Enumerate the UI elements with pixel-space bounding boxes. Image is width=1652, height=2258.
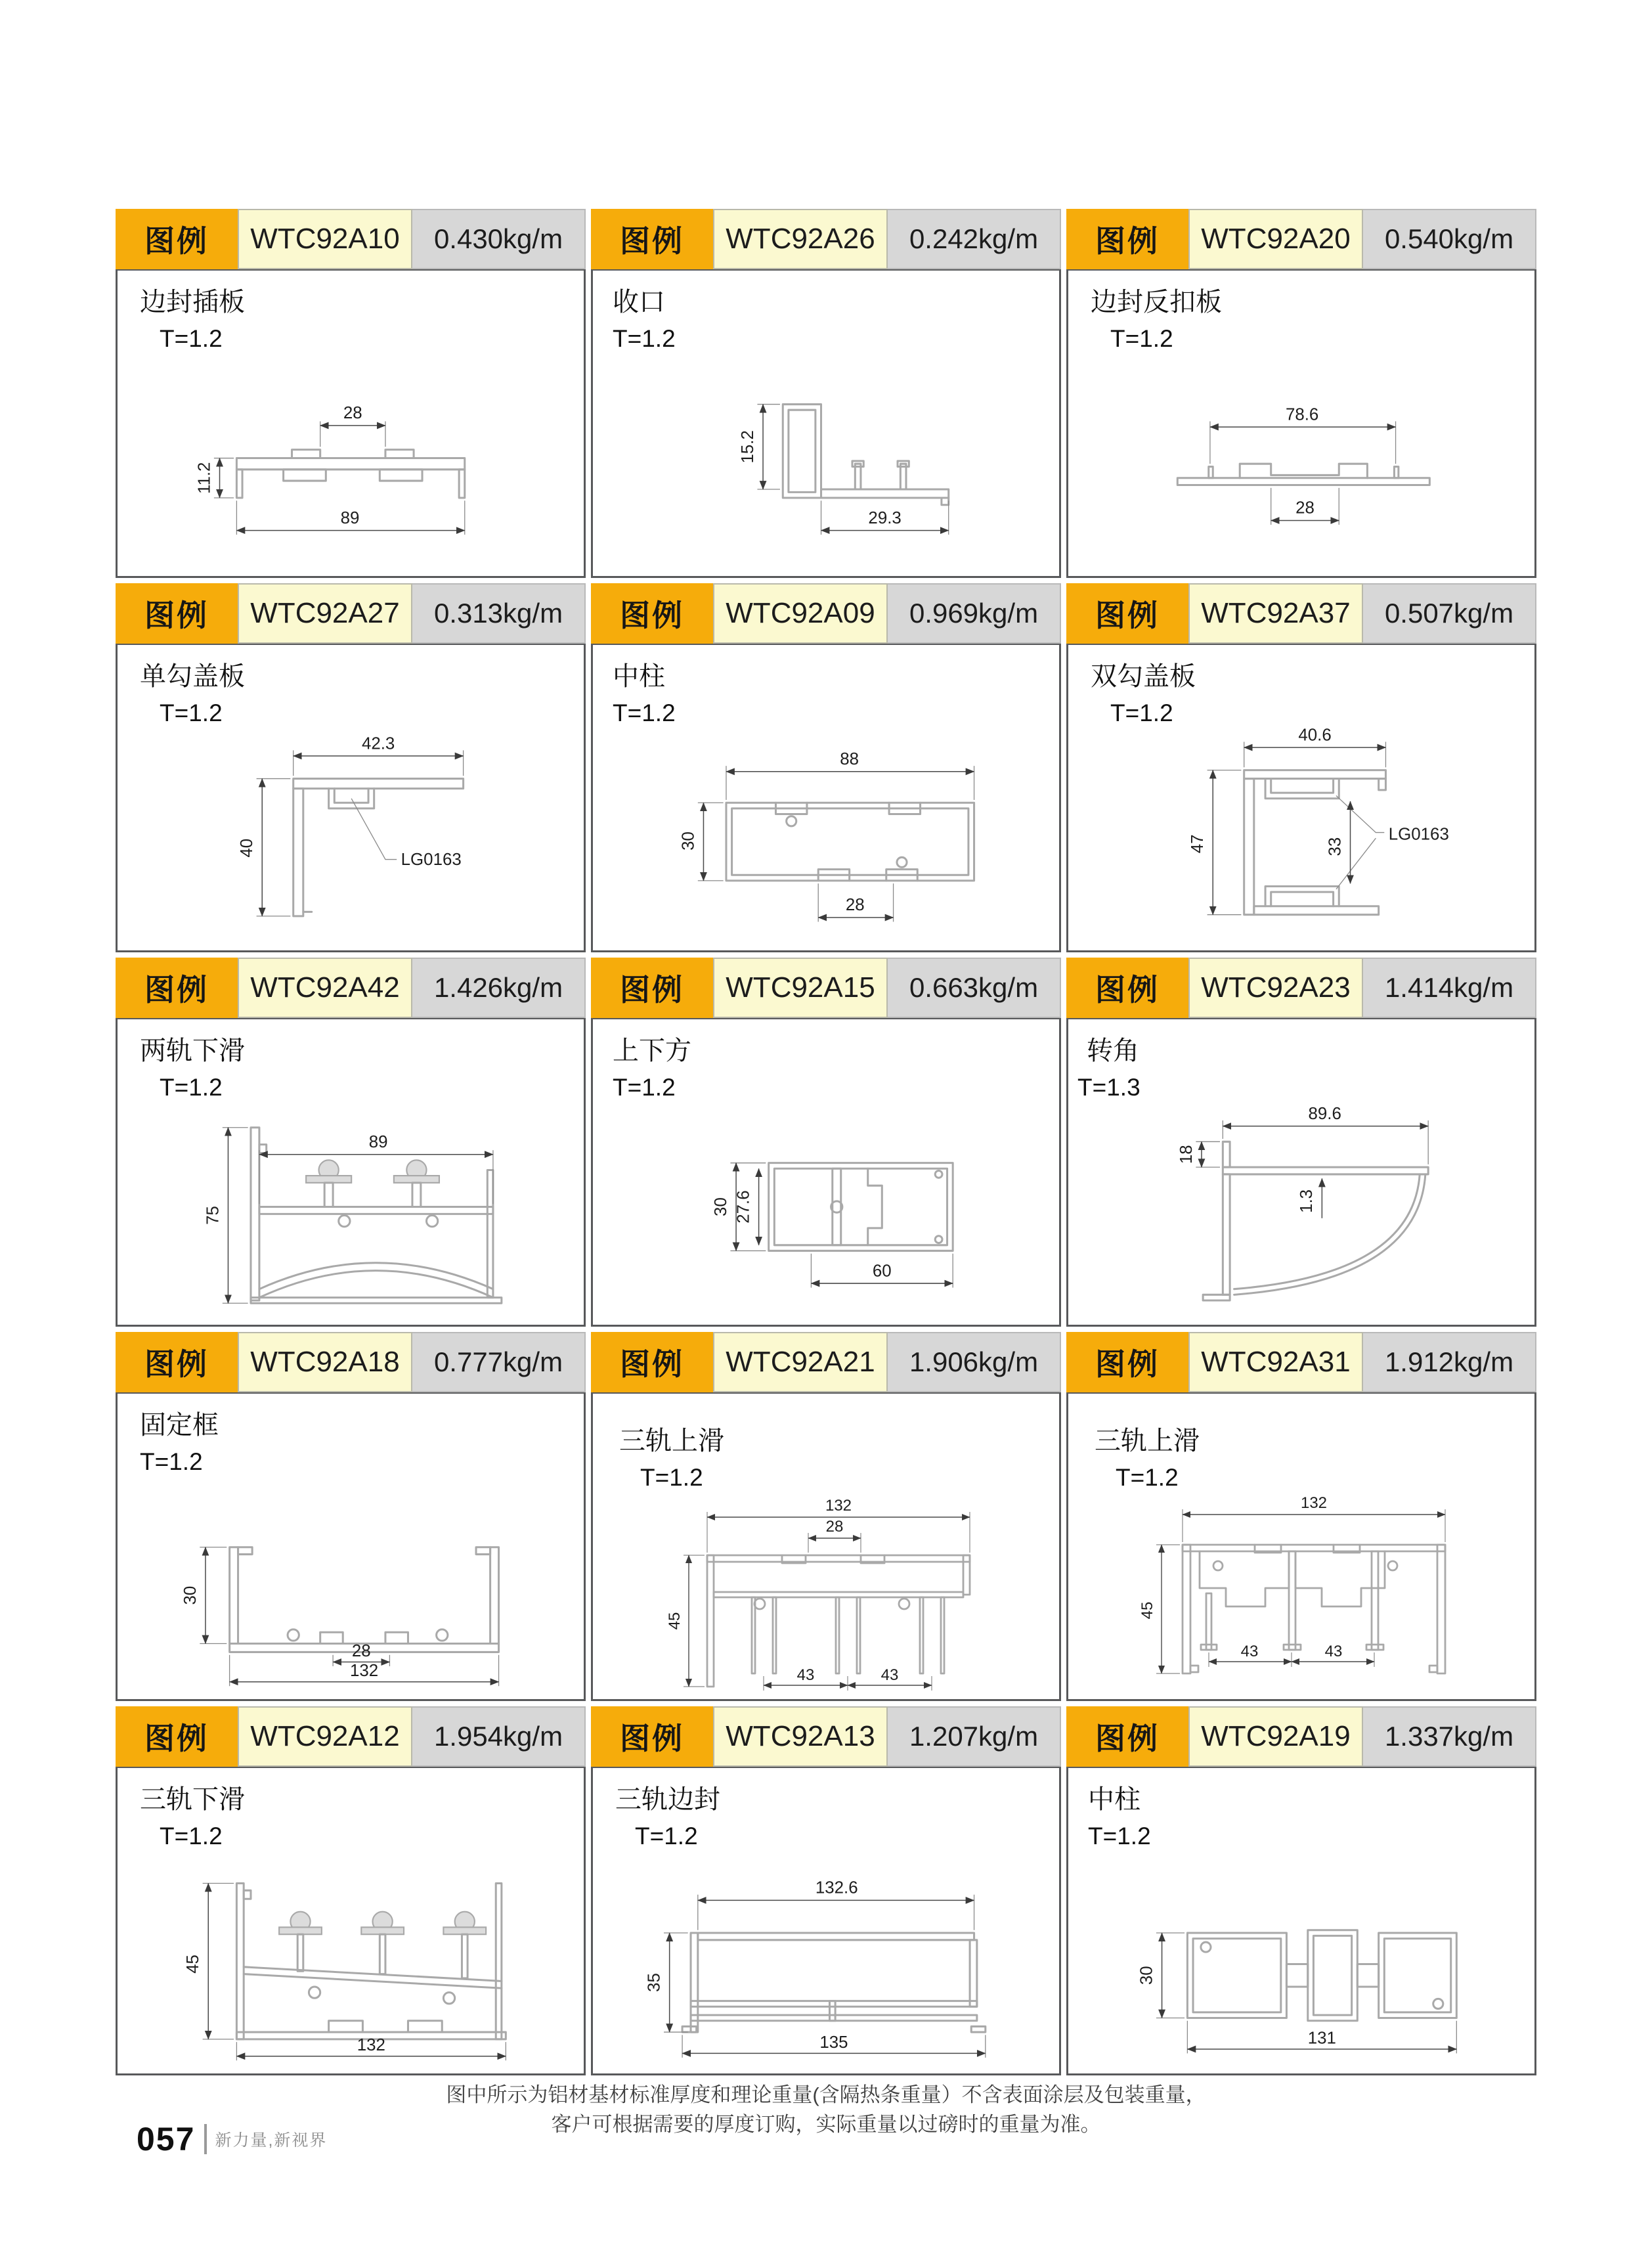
- profile-grid: [116, 209, 1536, 2075]
- card-header: [1066, 1332, 1536, 1392]
- card-body: [1066, 644, 1536, 952]
- legend-badge: 图例: [591, 1332, 713, 1392]
- footer-note-line1: 图中所示为铝材基材标准厚度和理论重量(含隔热条重量）不含表面涂层及包装重量，: [446, 2083, 1206, 2106]
- card-body: [1066, 1392, 1536, 1701]
- dim-label: 89: [368, 1132, 388, 1151]
- legend-badge: 图例: [1066, 1706, 1188, 1767]
- profile-weight: 1.414kg/m: [1363, 958, 1536, 1018]
- profile-name: 两轨下滑: [140, 1036, 245, 1065]
- profile-drawing: [1083, 1834, 1519, 2068]
- card-header: [116, 1332, 586, 1392]
- profile-drawing: [607, 711, 1043, 944]
- dim-label: 42.3: [361, 734, 395, 753]
- profile-drawing: [132, 1459, 568, 1693]
- profile-outline: [1244, 770, 1386, 915]
- dim-label: 78.6: [1285, 405, 1319, 424]
- card-WTC92A42: [116, 958, 586, 1327]
- card-header: [116, 1706, 586, 1767]
- legend-badge: 图例: [1066, 958, 1188, 1018]
- profile-code: WTC92A23: [1188, 958, 1363, 1018]
- card-WTC92A18: [116, 1332, 586, 1701]
- profile-name: 边封插板: [140, 288, 245, 317]
- profile-weight: 1.954kg/m: [412, 1706, 586, 1767]
- profile-weight: 0.663kg/m: [888, 958, 1061, 1018]
- profile-outline: [1187, 1930, 1456, 2021]
- profile-code: WTC92A37: [1188, 583, 1363, 644]
- profile-drawing: [1083, 336, 1519, 570]
- dimension-lines: [238, 734, 463, 916]
- card-header: [1066, 958, 1536, 1018]
- profile-drawing: [607, 1085, 1043, 1319]
- profile-weight: 0.540kg/m: [1363, 209, 1536, 269]
- profile-drawing: [607, 336, 1043, 570]
- dim-label: 45: [184, 1955, 203, 1974]
- dim-label: 30: [679, 831, 698, 851]
- dim-label: 33: [1326, 837, 1345, 856]
- card-body: [1066, 1767, 1536, 2075]
- dim-label: 88: [840, 749, 859, 768]
- dim-label: 75: [204, 1206, 223, 1225]
- dim-label: 28: [1295, 498, 1315, 518]
- card-WTC92A13: [591, 1706, 1061, 2075]
- dim-label: 89: [340, 508, 360, 527]
- dim-label: 18: [1177, 1145, 1196, 1164]
- profile-drawing: [132, 1085, 568, 1319]
- profile-code: WTC92A21: [713, 1332, 888, 1392]
- profile-thickness: T=1.2: [160, 1823, 223, 1849]
- profile-code: WTC92A15: [713, 958, 888, 1018]
- dim-label: 29.3: [868, 508, 902, 527]
- card-WTC92A15: [591, 958, 1061, 1327]
- profile-code: WTC92A20: [1188, 209, 1363, 269]
- profile-thickness: T=1.2: [1110, 325, 1173, 352]
- dim-label: 43: [1240, 1643, 1259, 1660]
- legend-badge: 图例: [1066, 583, 1188, 644]
- profile-name: 单勾盖板: [140, 662, 245, 691]
- dim-label: 30: [181, 1585, 200, 1605]
- profile-outline: [769, 1163, 953, 1251]
- profile-outline: [230, 1547, 499, 1652]
- profile-name: 中柱: [1088, 1785, 1141, 1814]
- card-header: [591, 209, 1061, 269]
- footer-note-line2: 客户可根据需要的厚度订购，实际重量以过磅时的重量为准。: [551, 2112, 1101, 2136]
- profile-drawing: [132, 1834, 568, 2068]
- profile-name: 转角: [1087, 1036, 1139, 1065]
- profile-thickness: T=1.2: [635, 1823, 698, 1849]
- legend-badge: 图例: [116, 958, 238, 1018]
- card-header: [591, 1332, 1061, 1392]
- card-WTC92A37: [1066, 583, 1536, 952]
- card-body: [116, 1392, 586, 1701]
- dimension-lines: [679, 750, 974, 921]
- dim-label: 15.2: [738, 430, 757, 464]
- profile-outline: [707, 1555, 970, 1687]
- dim-label: 132.6: [815, 1878, 858, 1897]
- profile-name: 收口: [613, 288, 665, 317]
- card-WTC92A23: [1066, 958, 1536, 1327]
- profile-thickness: T=1.2: [640, 1464, 703, 1491]
- profile-weight: 1.906kg/m: [888, 1332, 1061, 1392]
- profile-outline: [1203, 1141, 1428, 1300]
- profile-outline: [783, 405, 948, 505]
- card-body: [116, 1767, 586, 2075]
- card-WTC92A12: [116, 1706, 586, 2075]
- dim-label: 60: [872, 1262, 892, 1281]
- profile-drawing: [1083, 1479, 1519, 1696]
- card-header: [1066, 583, 1536, 644]
- profile-outline: [726, 803, 974, 881]
- dimension-lines: [1137, 1933, 1456, 2053]
- dim-label: 30: [711, 1197, 730, 1216]
- profile-thickness: T=1.2: [140, 1448, 203, 1475]
- profile-code: WTC92A12: [238, 1706, 412, 1767]
- profile-name: 边封反扣板: [1091, 288, 1222, 317]
- card-header: [1066, 209, 1536, 269]
- dim-label: 1.3: [1297, 1189, 1316, 1213]
- profile-thickness: T=1.3: [1077, 1074, 1141, 1101]
- dim-label: 28: [351, 1641, 371, 1660]
- legend-badge: 图例: [1066, 209, 1188, 269]
- dim-label: 35: [645, 1973, 664, 1992]
- profile-drawing: [607, 1479, 1043, 1696]
- profile-drawing: [132, 711, 568, 944]
- dim-label: 132: [349, 1662, 379, 1681]
- card-header: [591, 1706, 1061, 1767]
- legend-badge: 图例: [116, 583, 238, 644]
- profile-name: 三轨下滑: [140, 1785, 245, 1814]
- profile-code: WTC92A27: [238, 583, 412, 644]
- profile-thickness: T=1.2: [1088, 1823, 1151, 1849]
- dim-label: 27.6: [734, 1190, 753, 1224]
- profile-outline: [682, 1933, 986, 2032]
- card-WTC92A10: [116, 209, 586, 578]
- card-WTC92A26: [591, 209, 1061, 578]
- dim-label: 40: [238, 838, 257, 858]
- profile-code: WTC92A42: [238, 958, 412, 1018]
- profile-code: WTC92A31: [1188, 1332, 1363, 1392]
- profile-drawing: [607, 1834, 1043, 2068]
- legend-badge: 图例: [1066, 1332, 1188, 1392]
- profile-weight: 0.313kg/m: [412, 583, 586, 644]
- profile-thickness: T=1.2: [1110, 699, 1173, 726]
- card-body: [1066, 1018, 1536, 1327]
- dimension-lines: [204, 1128, 493, 1304]
- dim-label: 132: [1300, 1494, 1328, 1512]
- profile-thickness: T=1.2: [160, 699, 223, 726]
- fitting-label: LG0163: [401, 851, 462, 870]
- profile-code: WTC92A09: [713, 583, 888, 644]
- card-header: [116, 209, 586, 269]
- card-body: [591, 644, 1061, 952]
- profile-weight: 0.969kg/m: [888, 583, 1061, 644]
- card-body: [591, 269, 1061, 578]
- dim-label: 28: [825, 1518, 844, 1536]
- profile-code: WTC92A19: [1188, 1706, 1363, 1767]
- profile-thickness: T=1.2: [1116, 1464, 1179, 1491]
- dim-label: 28: [845, 896, 865, 915]
- dimension-lines: [739, 405, 949, 535]
- dim-label: 132: [825, 1497, 852, 1515]
- profile-drawing: [1083, 711, 1519, 944]
- dim-label: 28: [343, 404, 362, 423]
- legend-badge: 图例: [591, 958, 713, 1018]
- dim-label: 43: [796, 1666, 815, 1684]
- dim-label: 11.2: [195, 462, 214, 494]
- fitting-label: LG0163: [1388, 825, 1449, 844]
- card-body: [1066, 269, 1536, 578]
- card-body: [591, 1392, 1061, 1701]
- card-body: [591, 1018, 1061, 1327]
- profile-name: 上下方: [613, 1036, 691, 1065]
- profile-name: 双勾盖板: [1091, 662, 1196, 691]
- profile-weight: 0.507kg/m: [1363, 583, 1536, 644]
- profile-drawing: [1083, 1085, 1519, 1319]
- dimension-lines: [1177, 1105, 1428, 1218]
- dimension-lines: [666, 1497, 970, 1691]
- profile-weight: 1.912kg/m: [1363, 1332, 1536, 1392]
- card-WTC92A09: [591, 583, 1061, 952]
- card-body: [116, 269, 586, 578]
- dim-label: 45: [666, 1612, 684, 1630]
- profile-outline: [1177, 464, 1429, 485]
- profile-thickness: T=1.2: [613, 1074, 676, 1101]
- footer-note: [116, 2081, 1536, 2140]
- card-WTC92A27: [116, 583, 586, 952]
- brand-tagline: 新力量,新视界: [215, 2131, 328, 2150]
- legend-badge: 图例: [116, 209, 238, 269]
- profile-drawing: [132, 336, 568, 570]
- profile-code: WTC92A26: [713, 209, 888, 269]
- dim-label: 40.6: [1298, 726, 1332, 745]
- card-header: [1066, 1706, 1536, 1767]
- dim-label: 132: [357, 2036, 385, 2055]
- card-header: [116, 958, 586, 1018]
- profile-thickness: T=1.2: [160, 1074, 223, 1101]
- profile-outline: [236, 1884, 506, 2039]
- dim-label: 89.6: [1308, 1104, 1341, 1123]
- profile-code: WTC92A13: [713, 1706, 888, 1767]
- card-body: [591, 1767, 1061, 2075]
- legend-badge: 图例: [116, 1706, 238, 1767]
- profile-weight: 0.242kg/m: [888, 209, 1061, 269]
- dim-label: 30: [1137, 1966, 1156, 1985]
- legend-badge: 图例: [116, 1332, 238, 1392]
- card-WTC92A19: [1066, 1706, 1536, 2075]
- profile-thickness: T=1.2: [613, 699, 676, 726]
- profile-code: WTC92A10: [238, 209, 412, 269]
- dimension-lines: [1139, 1494, 1445, 1673]
- profile-name: 三轨上滑: [619, 1427, 724, 1455]
- page-number: 057: [137, 2121, 196, 2158]
- card-WTC92A31: [1066, 1332, 1536, 1701]
- profile-name: 中柱: [613, 662, 665, 691]
- card-WTC92A21: [591, 1332, 1061, 1701]
- legend-badge: 图例: [591, 1706, 713, 1767]
- page-number-divider: [204, 2124, 207, 2154]
- card-header: [116, 583, 586, 644]
- card-WTC92A20: [1066, 209, 1536, 578]
- dim-label: 47: [1188, 834, 1207, 854]
- profile-weight: 0.777kg/m: [412, 1332, 586, 1392]
- card-body: [116, 1018, 586, 1327]
- profile-outline: [1183, 1545, 1445, 1673]
- profile-weight: 1.426kg/m: [412, 958, 586, 1018]
- profile-name: 三轨边封: [615, 1785, 720, 1814]
- card-header: [591, 583, 1061, 644]
- legend-badge: 图例: [591, 209, 713, 269]
- dim-label: 45: [1139, 1601, 1156, 1620]
- dim-label: 43: [1324, 1643, 1343, 1660]
- dim-label: 43: [880, 1666, 899, 1684]
- profile-weight: 0.430kg/m: [412, 209, 586, 269]
- profile-weight: 1.337kg/m: [1363, 1706, 1536, 1767]
- profile-outline: [236, 450, 464, 498]
- dim-label: 131: [1307, 2029, 1336, 2048]
- profile-name: 固定框: [140, 1411, 219, 1440]
- profile-thickness: T=1.2: [613, 325, 676, 352]
- page-number-block: [137, 2120, 327, 2158]
- legend-badge: 图例: [591, 583, 713, 644]
- card-header: [591, 958, 1061, 1018]
- dim-label: 135: [819, 2033, 848, 2052]
- profile-thickness: T=1.2: [160, 325, 223, 352]
- card-body: [116, 644, 586, 952]
- profile-outline: [251, 1128, 502, 1304]
- profile-name: 三轨上滑: [1095, 1427, 1200, 1455]
- profile-code: WTC92A18: [238, 1332, 412, 1392]
- profile-weight: 1.207kg/m: [888, 1706, 1061, 1767]
